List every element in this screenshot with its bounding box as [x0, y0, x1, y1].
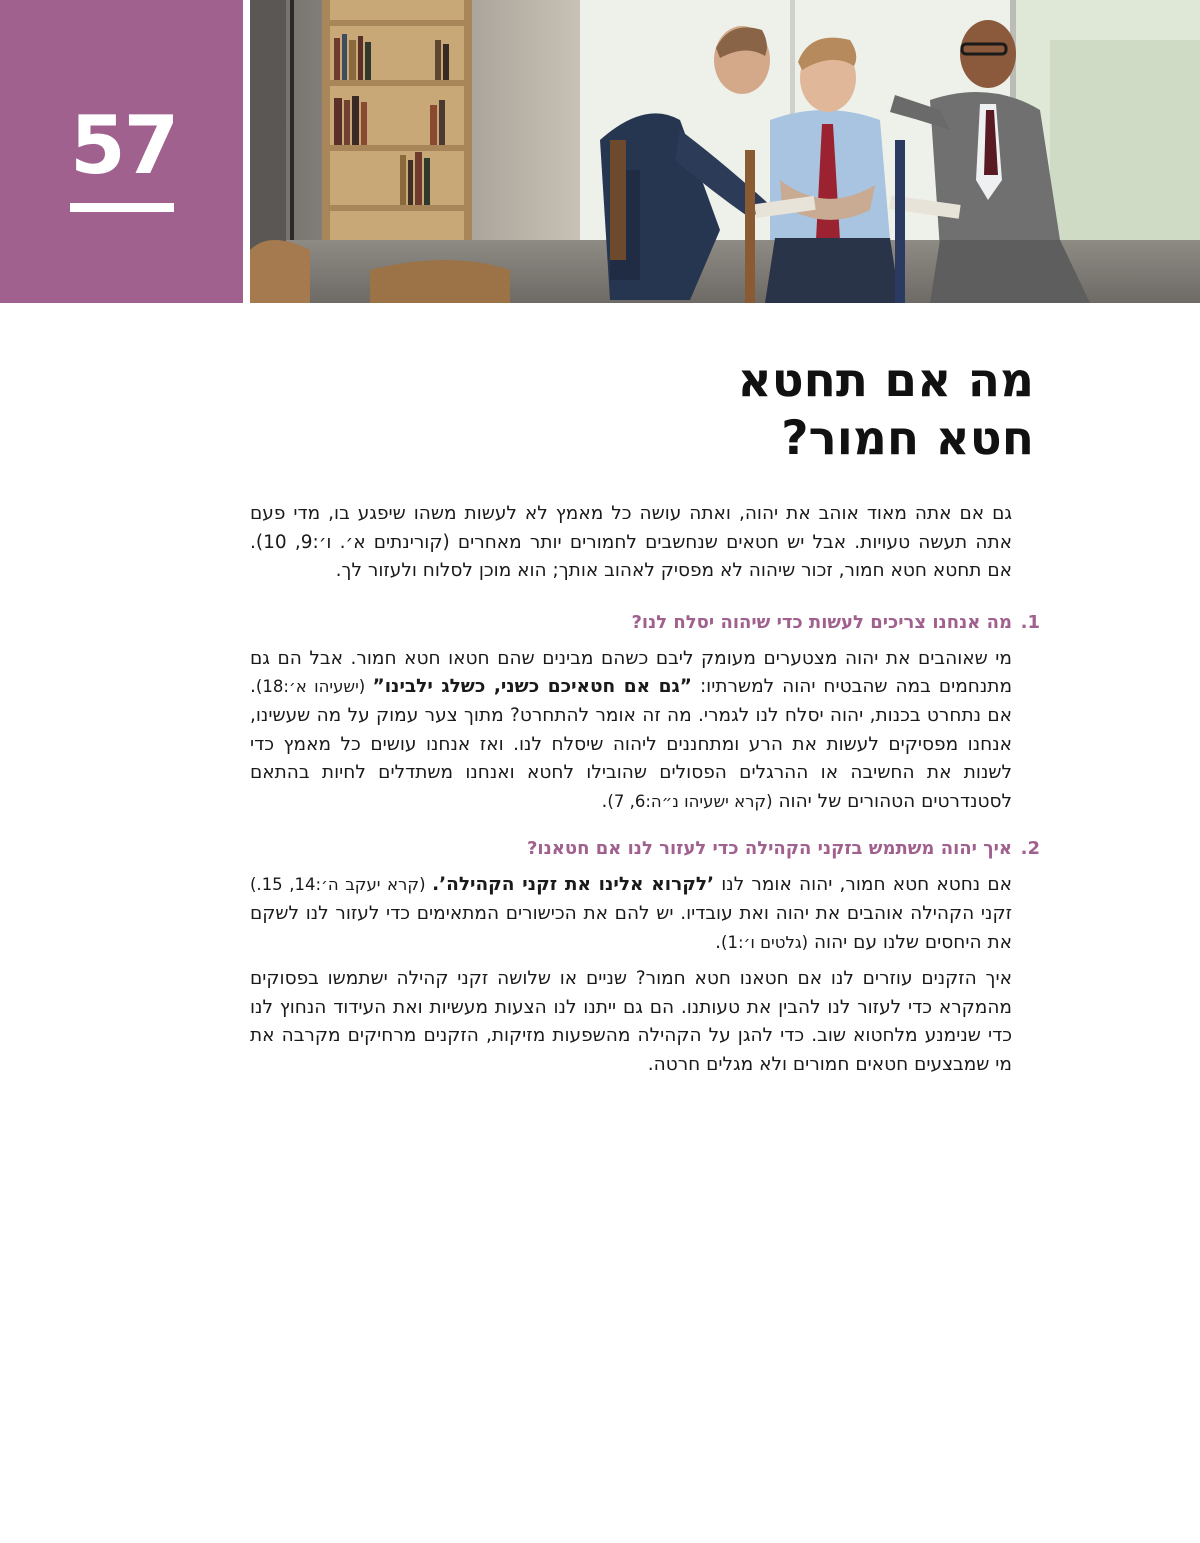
- answer-2-reference-2: (גלטים ו׳:1): [721, 932, 809, 952]
- answer-1-reference: (ישעיהו א׳:18): [255, 677, 373, 697]
- article-body: [250, 500, 1040, 1080]
- question-2-heading: [250, 836, 1040, 862]
- answer-2-reference: (קרא יעקב ה׳:14, 15.): [250, 875, 433, 895]
- intro-paragraph: גם אם אתה מאוד אוהב את יהוה, ואתה עושה כל מאמץ לא לעשות משהו שיפגע בו, מדי פעם אתה תעשה טעויות. אבל יש חטאים שנחשבים לחמורים יותר מאחרים (קורינתים א׳. ו׳:9, 10). אם תחטא חטא חמור, זכור שיהוה לא מפסיק לאהוב אותך; הוא מוכן לסלוח ולעזור לך.: [250, 503, 1013, 582]
- question-1-heading: [250, 610, 1040, 636]
- question-2-text: איך יהוה משתמש בזקני הקהילה כדי לעזור לנו אם חטאנו?: [526, 838, 1012, 860]
- lesson-number: 57: [70, 99, 178, 192]
- answer-2-quote-dot: .: [432, 874, 440, 896]
- title-line-2: חטא חמור?: [781, 411, 1034, 466]
- answer-1-reference-2: (קרא ישעיהו נ״ה:6, 7): [607, 791, 773, 811]
- answer-2-paragraph-1: [250, 871, 1012, 957]
- answer-2-text-a: אם נחטא חטא חמור, יהוה אומר לנו: [714, 874, 1013, 896]
- answer-1-paragraph: [250, 645, 1012, 817]
- header-photo: [250, 0, 1200, 303]
- answer-2-text-b: זקני הקהילה אוהבים את יהוה ואת עובדיו. יש להם את הכישורים המתאימים כדי לעזור לנו לשקם את היחסים שלנו עם יהוה: [250, 902, 1012, 953]
- title-line-1: מה אם תחטא: [737, 353, 1034, 408]
- answer-2-scripture-quote: ’לקרוא אלינו את זקני הקהילה’: [439, 874, 715, 896]
- answer-1-text-a: מי שאוהבים את יהוה מצטערים מעומק ליבם כשהם מבינים שהם חטאו חטא חמור. אבל הם גם מתנחמים במה שהבטיח יהוה למשרתיו:: [250, 647, 1013, 698]
- lesson-number-box: [0, 0, 243, 303]
- answer-1-end: .: [601, 790, 608, 812]
- answer-1-scripture-quote: ”גם אם חטאיכם כשני, כשלג ילבינו”: [372, 676, 692, 698]
- answer-2-paragraph-2: איך הזקנים עוזרים לנו אם חטאנו חטא חמור? שניים או שלושה זקני קהילה ישתמשו בפסוקים מהמקרא כדי לעזור לנו להבין את טעותנו. הם גם ייתנו לנו הצעות מעשיות ואת העידוד הנחוץ לנו כדי שנימנע מלחטוא שוב. כדי להגן על הקהילה מהשפעות מזיקות, הזקנים מרחיקים מקרבה את מי שמבצעים חטאים חמורים ולא מגלים חרטה.: [250, 968, 1012, 1075]
- answer-1-text-b: . אם נתחרט בכנות, יהוה יסלח לנו לגמרי. מה זה אומר להתחרט? מתוך צער עמוק על מה שעשינו, אנחנו מפסיקים לעשות את הרע ומתחננים ליהוה שיסלח לנו. ואז אנחנו עושים כל מאמץ כדי לשנות את החשיבה או ההרגלים הפסולים שהובילו לחטא ואנחנו משתדלים לחיות בהתאם לסטנדרטים הטהורים של יהוה: [250, 676, 1012, 812]
- question-2-number: 2.: [1020, 838, 1040, 860]
- page-title: [334, 352, 1034, 468]
- answer-2-end: .: [715, 931, 722, 953]
- question-1-text: מה אנחנו צריכים לעשות כדי שיהוה יסלח לנו?: [631, 611, 1012, 633]
- lesson-number-underline: [70, 203, 174, 212]
- question-1-number: 1.: [1020, 611, 1040, 633]
